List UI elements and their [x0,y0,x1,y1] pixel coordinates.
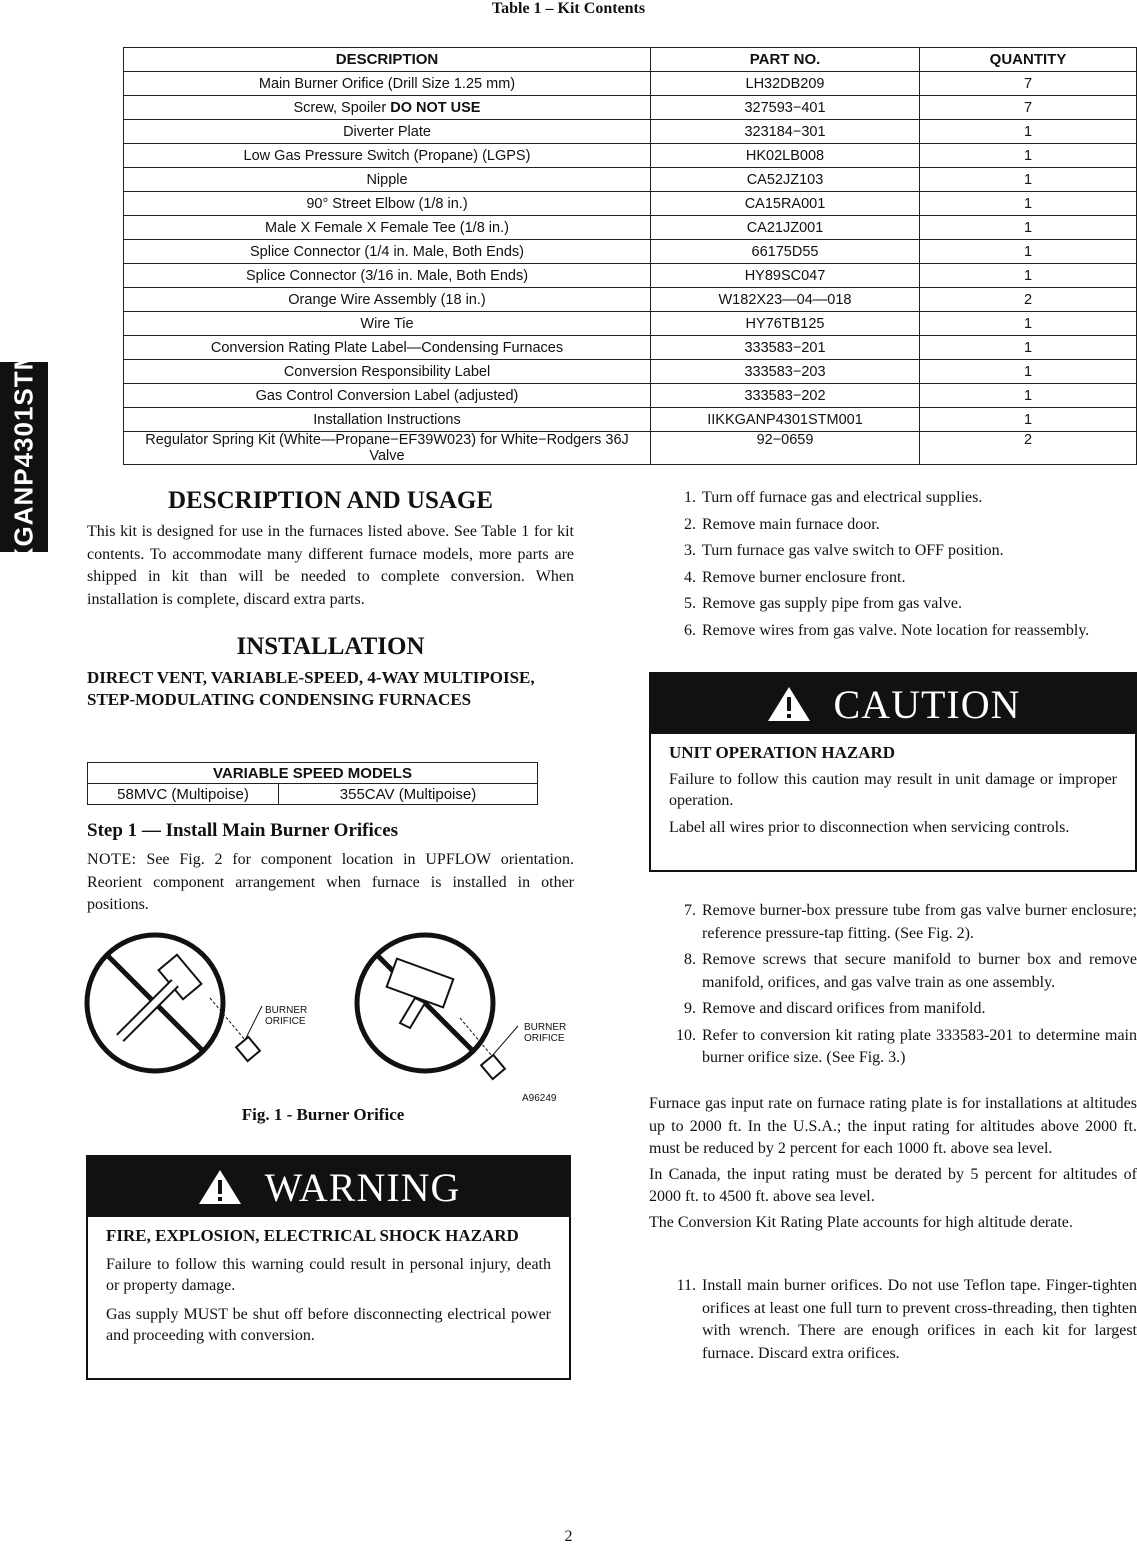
burner-orifice-label-left: BURNER ORIFICE [265,1005,308,1027]
no-wrench-icon [357,935,493,1071]
step-number: 4. [684,568,696,586]
kit-contents-table [123,47,1137,465]
description-text: Regulator Spring Kit (White—Propane−EF39W023) for White−Rodgers 36J Valve [145,432,629,464]
part-number-cell: HY76TB125 [651,312,920,336]
altitude-paragraph: Furnace gas input rate on furnace rating plate is for installations at altitudes up to 2000 ft. In the U.S.A.; the input rating for altitudes above 2000 ft. must be reduced by 2 percent for each 1000 ft. above sea level. [649,1095,1137,1157]
side-tab [0,347,48,567]
step-text: Refer to conversion kit rating plate 333583-201 to determine main burner orifice size. (See Fig. 3.) [702,1026,1137,1066]
description-text: Conversion Responsibility Label [283,363,491,380]
caution-title: CAUTION [833,681,1021,727]
steps-list-b [652,900,1137,1074]
part-number-cell: 327593−401 [651,96,920,120]
burner-orifice-figure [80,928,580,1108]
page-number: 2 [564,1528,573,1545]
step-item [652,567,1137,590]
side-tab-label: KGANP4301STM [8,347,39,567]
header-part-no: PART NO. [651,48,920,72]
part-number-cell: CA15RA001 [651,192,920,216]
description-text: Nipple [366,171,408,188]
no-hammer-icon [87,935,223,1071]
step-text: Turn off furnace gas and electrical supplies. [702,489,983,506]
step-text: Remove burner enclosure front. [702,568,906,586]
step-number: 7. [684,902,696,919]
step-number: 2. [684,515,696,533]
kit-table-body [124,72,1137,465]
quantity-cell: 1 [920,264,1137,288]
caution-hazard: UNIT OPERATION HAZARD [669,743,896,762]
table-row [124,288,1137,312]
step-text: Turn furnace gas valve switch to OFF position. [702,542,1004,559]
description-text: Conversion Rating Plate Label—Condensing Furnaces [210,339,564,356]
kit-table-header-row [124,48,1137,72]
table-row [124,120,1137,144]
description-cell [124,288,651,312]
description-text: 90° Street Elbow (1/8 in.) [306,195,468,212]
description-text: Wire Tie [360,315,414,332]
part-number-cell: 323184−301 [651,120,920,144]
caution-box [649,672,1137,872]
part-number-cell: HY89SC047 [651,264,920,288]
description-cell [124,144,651,168]
model-cell: 355CAV (Multipoise) [279,784,538,805]
description-text: Splice Connector (3/16 in. Male, Both Ends) [245,267,529,284]
altitude-paragraph: The Conversion Kit Rating Plate accounts for high altitude derate. [649,1213,1073,1231]
step-text: Remove gas supply pipe from gas valve. [702,595,962,612]
step-item [652,620,1137,643]
table-row [124,168,1137,192]
step-item [652,540,1137,563]
description-text: Low Gas Pressure Switch (Propane) (LGPS) [243,147,531,164]
description-cell [124,408,651,432]
quantity-cell: 1 [920,312,1137,336]
step-text: Remove and discard orifices from manifold. [702,1000,986,1017]
part-number-cell: HK02LB008 [651,144,920,168]
step1-heading: Step 1 — Install Main Burner Orifices [87,820,399,841]
description-cell [124,312,651,336]
table-row [124,240,1137,264]
description-cell [124,96,651,120]
description-cell [124,72,651,96]
model-cell: 58MVC (Multipoise) [88,784,279,805]
installation-subheading: DIRECT VENT, VARIABLE-SPEED, 4-WAY MULTIPOISE, STEP-MODULATING CONDENSING FURNACES [87,668,535,709]
quantity-cell: 2 [920,432,1137,465]
table-row [124,144,1137,168]
step-item [652,487,1137,510]
table-row [124,384,1137,408]
note-label: NOTE: [87,851,137,868]
description-text: Male X Female X Female Tee (1/8 in.) [265,219,509,236]
table-row [124,72,1137,96]
caution-triangle-icon [766,685,812,723]
part-number-cell: IIKKGANP4301STM001 [651,408,920,432]
description-text: Screw, Spoiler [293,99,391,116]
quantity-cell: 7 [920,96,1137,120]
table-title: Table 1 – Kit Contents [491,0,646,17]
step-number: 8. [684,951,696,968]
part-number-cell: W182X23—04—018 [651,288,920,312]
description-cell [124,432,651,465]
part-number-cell: 333583−201 [651,336,920,360]
description-text: Splice Connector (1/4 in. Male, Both Ends) [249,243,525,260]
description-cell [124,384,651,408]
figure1-caption: Fig. 1 - Burner Orifice [241,1105,405,1124]
step-text: Remove wires from gas valve. Note location for reassembly. [702,621,1090,639]
description-text: Main Burner Orifice (Drill Size 1.25 mm) [258,75,516,92]
description-text: This kit is designed for use in the furnaces listed above. See Table 1 for kit contents. To accommodate many different furnace models, more parts are shipped in kit than will be needed to complete conversion. When installation is complete, discard extra parts. [87,523,574,608]
header-description: DESCRIPTION [124,48,651,72]
step-item [652,949,1137,994]
description-cell [124,264,651,288]
warning-triangle-icon [197,1168,243,1206]
step-number: 3. [684,542,696,559]
caution-header [651,674,1135,734]
step-item [652,900,1137,945]
quantity-cell: 1 [920,384,1137,408]
quantity-cell: 1 [920,192,1137,216]
steps-list-a [652,487,1137,646]
header-quantity: QUANTITY [920,48,1137,72]
burner-orifice-label-right: BURNER ORIFICE [524,1022,567,1044]
models-header: VARIABLE SPEED MODELS [88,763,538,784]
step-item [652,593,1137,616]
quantity-cell: 1 [920,360,1137,384]
description-cell [124,192,651,216]
warning-hazard: FIRE, EXPLOSION, ELECTRICAL SHOCK HAZARD [106,1226,519,1245]
table-row [124,336,1137,360]
step-number: 10. [676,1026,696,1044]
part-number-cell: CA21JZ001 [651,216,920,240]
description-text: Diverter Plate [343,123,431,140]
description-heading: DESCRIPTION AND USAGE [167,487,494,514]
caution-text-1: Failure to follow this caution may result in unit damage or improper operation. [669,771,1117,809]
description-emphasis: DO NOT USE [390,99,481,116]
table-row [124,312,1137,336]
warning-box [86,1155,571,1380]
step-text: Remove screws that secure manifold to burner box and remove manifold, orifices, and gas valve train as one assembly. [702,951,1137,991]
warning-header [88,1157,569,1217]
step-text: Remove main furnace door. [702,515,880,533]
step-number: 1. [684,489,696,506]
quantity-cell: 1 [920,168,1137,192]
description-text: Installation Instructions [313,411,461,428]
table-row [124,432,1137,465]
note-text: See Fig. 2 for component location in UPFLOW orientation. Reorient component arrangement when furnace is installed in other positions. [87,851,574,913]
description-cell [124,240,651,264]
quantity-cell: 1 [920,336,1137,360]
altitude-section [649,1093,1137,1234]
quantity-cell: 1 [920,408,1137,432]
quantity-cell: 1 [920,240,1137,264]
part-number-cell: 333583−202 [651,384,920,408]
part-number-cell: LH32DB209 [651,72,920,96]
description-text: Gas Control Conversion Label (adjusted) [255,387,519,404]
step-text: Install main burner orifices. Do not use Teflon tape. Finger-tighten orifices at least one full turn to prevent cross-threading, then tighten with wrench. There are enough orifices in each kit for largest furnace. Discard extra orifices. [702,1277,1137,1362]
step1-note [87,849,574,917]
part-number-cell: 333583−203 [651,360,920,384]
step-item [652,1025,1137,1070]
figure-code: A96249 [522,1093,557,1104]
description-cell [124,216,651,240]
part-number-cell: CA52JZ103 [651,168,920,192]
step-item [652,514,1137,537]
description-cell [124,120,651,144]
description-cell [124,168,651,192]
quantity-cell: 1 [920,216,1137,240]
step-number: 9. [684,1000,696,1017]
models-table [87,762,538,805]
part-number-cell: 92−0659 [651,432,920,465]
table-row [124,96,1137,120]
warning-text-1: Failure to follow this warning could result in personal injury, death or property damage. [106,1256,551,1294]
description-cell [124,336,651,360]
altitude-paragraph: In Canada, the input rating must be derated by 5 percent for altitudes of 2000 ft. to 4500 ft. above sea level. [649,1165,1137,1205]
caution-text-2: Label all wires prior to disconnection when servicing controls. [669,819,1070,836]
quantity-cell: 2 [920,288,1137,312]
description-text: Orange Wire Assembly (18 in.) [288,291,486,308]
step-item [652,998,1137,1021]
quantity-cell: 7 [920,72,1137,96]
step-number: 5. [684,595,696,612]
warning-text-2: Gas supply MUST be shut off before disconnecting electrical power and proceeding with conversion. [106,1306,551,1344]
description-cell [124,360,651,384]
part-number-cell: 66175D55 [651,240,920,264]
table-row [124,192,1137,216]
step-number: 11. [676,1277,696,1294]
table-row [124,408,1137,432]
installation-heading: INSTALLATION [236,633,425,660]
table-row [124,360,1137,384]
step-number: 6. [684,621,696,639]
step-item [652,1275,1137,1365]
quantity-cell: 1 [920,120,1137,144]
steps-list-c [652,1275,1137,1369]
warning-title: WARNING [264,1164,461,1210]
table-row [124,264,1137,288]
table-row [124,216,1137,240]
quantity-cell: 1 [920,144,1137,168]
step-text: Remove burner-box pressure tube from gas valve burner enclosure; reference pressure-tap fitting. (See Fig. 2). [702,902,1137,942]
